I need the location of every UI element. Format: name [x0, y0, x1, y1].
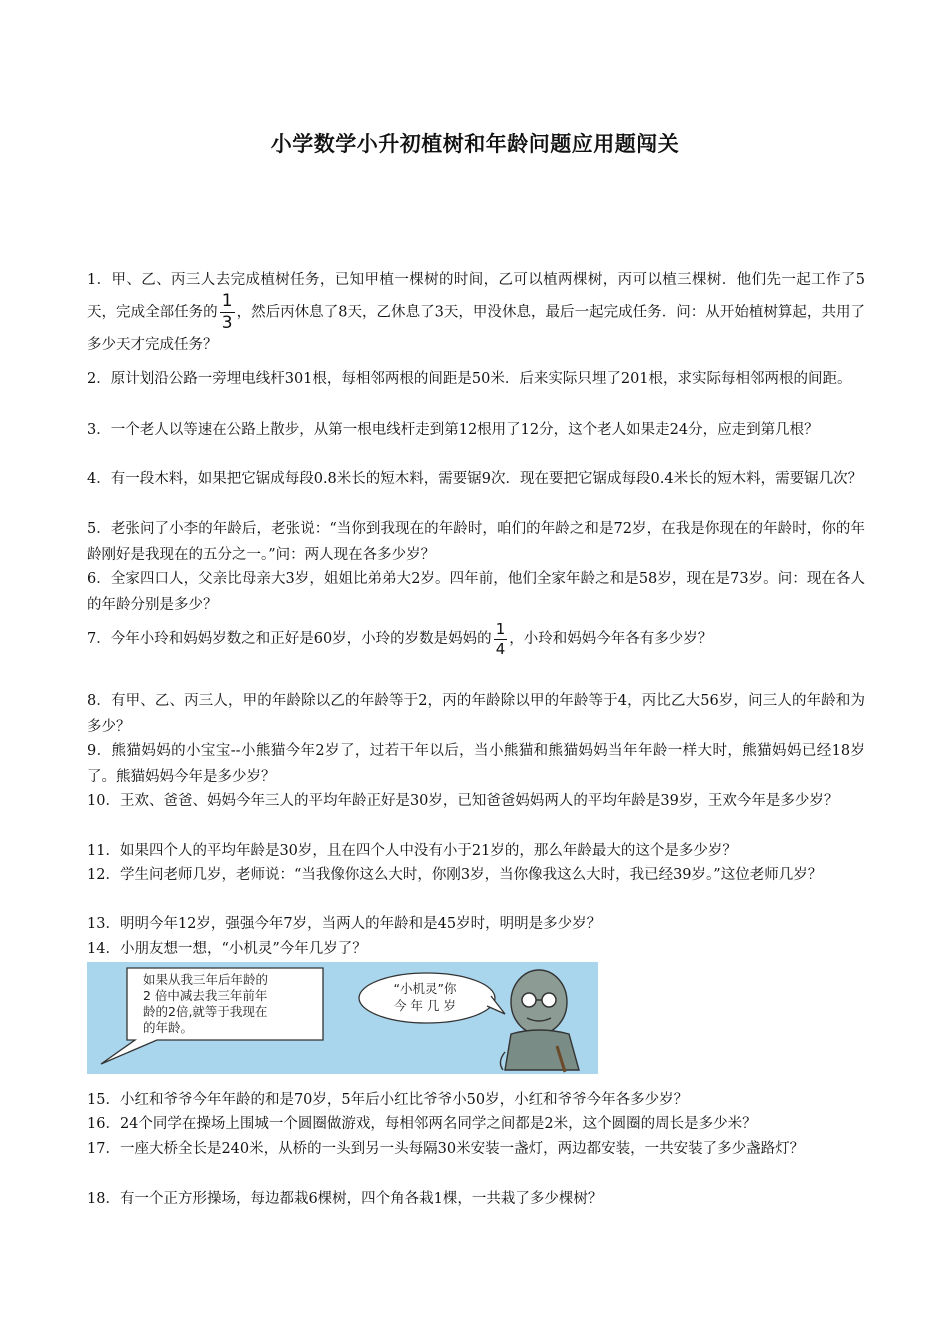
cartoon-illustration: [87, 962, 598, 1074]
right-bubble-line-2: 今 年 几 岁: [394, 998, 456, 1013]
question-7-text-a: 7．今年小玲和妈妈岁数之和正好是60岁，小玲的岁数是妈妈的: [87, 631, 492, 647]
question-13: 13．明明今年12岁，强强今年7岁，当两人的年龄和是45岁时，明明是多少岁？: [87, 916, 602, 932]
question-1-text-a: 1．甲、乙、丙三人去完成植树任务，已知甲植一棵树的时间，乙可以植两棵树，丙可以植三棵树．他们先一起工作了5天，完成全部任务的: [87, 272, 865, 321]
question-12: 12．学生问老师几岁，老师说：“当我像你这么大时，你刚3岁，当你像我这么大时，我已经39岁。”这位老师几岁？: [87, 867, 823, 883]
question-2: 2．原计划沿公路一旁埋电线杆301根，每相邻两根的间距是50米．后来实际只埋了201根，求实际每相邻两根的间距。: [87, 371, 852, 387]
fraction-denominator: 3: [221, 313, 233, 333]
left-bubble-line-3: 龄的2倍,就等于我现在: [143, 1004, 268, 1019]
question-5: 5．老张问了小李的年龄后，老张说：“当你到我现在的年龄时，咱们的年龄之和是72岁，在我是你现在的年龄时，你的年龄刚好是我现在的五分之一。”问：两人现在各多少岁？: [87, 521, 865, 563]
question-8: 8．有甲、乙、丙三人，甲的年龄除以乙的年龄等于2，丙的年龄除以甲的年龄等于4，丙比乙大56岁，问三人的年龄和为多少？: [87, 693, 865, 735]
question-14: 14．小朋友想一想，“小机灵”今年几岁了？: [87, 941, 367, 957]
question-16: 16．24个同学在操场上围城一个圆圈做游戏，每相邻两名同学之间都是2米，这个圆圈的周长是多少米？: [87, 1116, 757, 1132]
left-bubble-line-2: 2 倍中减去我三年前年: [143, 988, 268, 1003]
question-10: 10．王欢、爸爸、妈妈今年三人的平均年龄正好是30岁，已知爸爸妈妈两人的平均年龄是39岁，王欢今年是多少岁？: [87, 793, 839, 809]
question-1: [87, 267, 865, 358]
fraction-one-quarter: [494, 619, 508, 658]
fraction-numerator: 1: [221, 291, 233, 311]
left-bubble-line-1: 如果从我三年后年龄的: [143, 972, 269, 987]
question-18: 18．有一个正方形操场，每边都栽6棵树，四个角各栽1棵，一共栽了多少棵树？: [87, 1191, 603, 1207]
question-6: 6．全家四口人，父亲比母亲大3岁，姐姐比弟弟大2岁。四年前，他们全家年龄之和是58岁，现在是73岁。问：现在各人的年龄分别是多少？: [87, 571, 865, 613]
right-bubble-line-1: “小机灵”你: [393, 981, 457, 996]
question-15: 15．小红和爷爷今年年龄的和是70岁，5年后小红比爷爷小50岁，小红和爷爷今年各多少岁？: [87, 1092, 689, 1108]
fraction-denominator: 4: [495, 639, 506, 658]
question-7-text-b: ，小玲和妈妈今年各有多少岁？: [509, 631, 713, 647]
page-title: 小学数学小升初植树和年龄问题应用题闯关: [270, 132, 680, 156]
question-7: [87, 620, 865, 658]
question-4: 4．有一段木料，如果把它锯成每段0.8米长的短木料，需要锯9次．现在要把它锯成每段0.4米长的短木料，需要锯几次？: [87, 471, 863, 487]
fraction-one-third: [220, 293, 235, 332]
question-9: 9．熊猫妈妈的小宝宝--小熊猫今年2岁了，过若干年以后，当小熊猫和熊猫妈妈当年年龄一样大时，熊猫妈妈已经18岁了。熊猫妈妈今年是多少岁？: [87, 743, 865, 785]
question-11: 11．如果四个人的平均年龄是30岁，且在四个人中没有小于21岁的，那么年龄最大的这个是多少岁？: [87, 843, 737, 859]
fraction-numerator: 1: [495, 619, 506, 638]
question-3: 3．一个老人以等速在公路上散步，从第一根电线杆走到第12根用了12分，这个老人如果走24分，应走到第几根？: [87, 422, 819, 438]
question-17: 17．一座大桥全长是240米，从桥的一头到另一头每隔30米安装一盏灯，两边都安装，一共安装了多少盏路灯？: [87, 1141, 805, 1157]
question-1-text-b: ，然后丙休息了8天，乙休息了3天，甲没休息，最后一起完成任务．问：从开始植树算起，共用了多少天才完成任务？: [87, 304, 866, 353]
left-bubble-line-4: 的年龄。: [143, 1020, 194, 1035]
